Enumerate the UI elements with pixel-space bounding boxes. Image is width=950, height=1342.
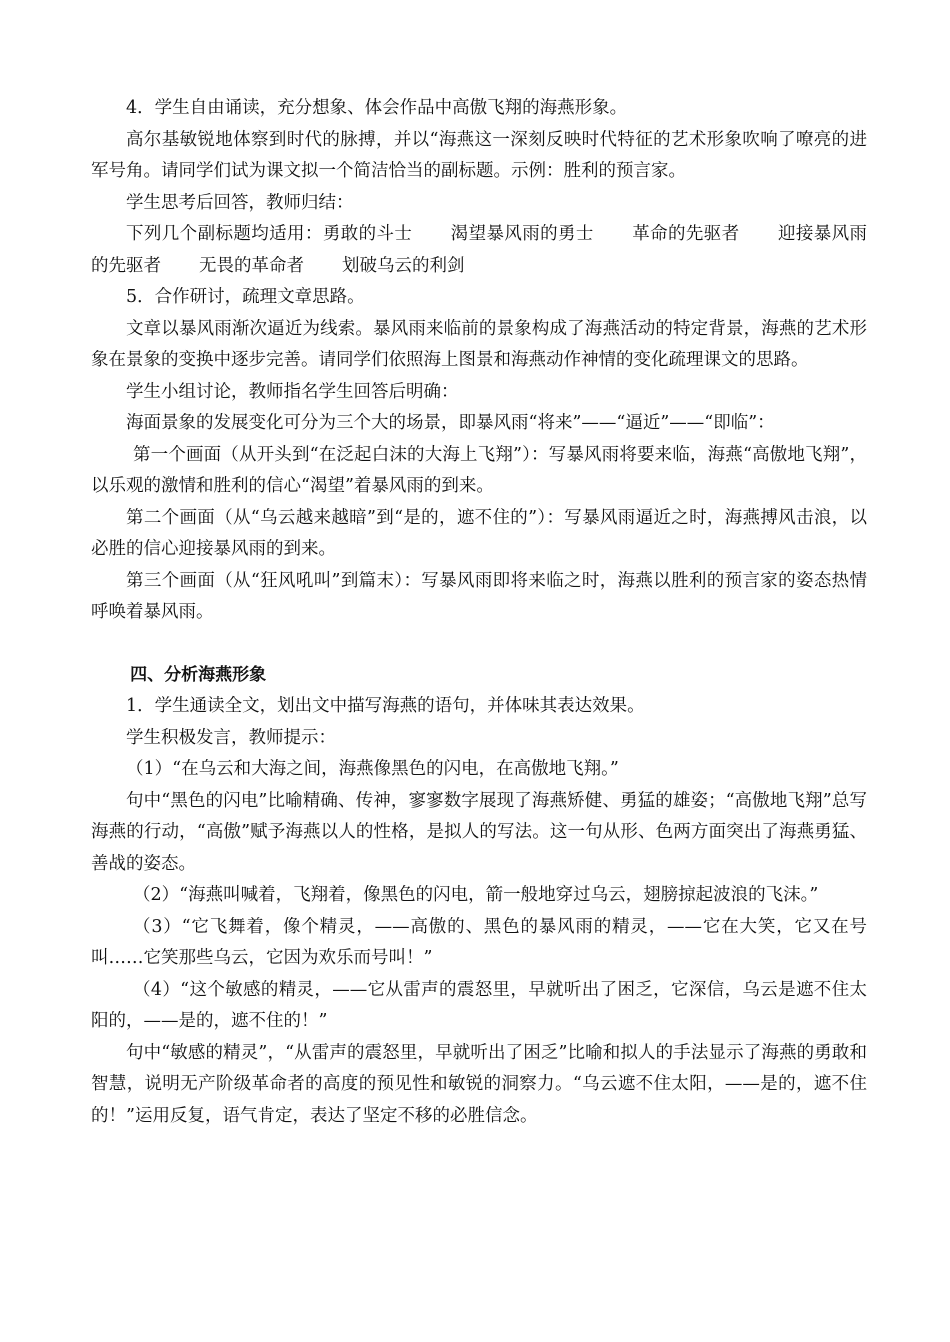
paragraph-gorky-intro: 高尔基敏锐地体察到时代的脉搏，并以“海燕这一深刻反映时代特征的艺术形象吹响了嘹亮的进军号角。请同学们试为课文拟一个简洁恰当的副标题。示例：胜利的预言家。	[91, 129, 867, 181]
paragraph-scene-2: 第二个画面（从“乌云越来越暗”到“是的，遮不住的”）：写暴风雨逼近之时，海燕搏风击浪，以必胜的信心迎接暴风雨的到来。	[91, 507, 867, 559]
paragraph-clue: 文章以暴风雨渐次逼近为线索。暴风雨来临前的景象构成了海燕活动的特定背景，海燕的艺术形象在景象的变换中逐步完善。请同学们依照海上图景和海燕动作神情的变化疏理课文的思路。	[91, 318, 867, 370]
section-heading: 四、分析海燕形象	[130, 664, 267, 685]
document-page	[91, 93, 867, 1132]
paragraph-student-answer: 学生思考后回答，教师归结：	[126, 192, 354, 213]
paragraph-three-scenes: 海面景象的发展变化可分为三个大的场景，即暴风雨“将来”——“逼近”——“即临”：	[126, 413, 775, 433]
paragraph-read-through: 1．学生通读全文，划出文中描写海燕的语句，并体味其表达效果。	[126, 696, 645, 716]
quote-1-analysis: 句中“黑色的闪电”比喻精确、传神，寥寥数字展现了海燕矫健、勇猛的雄姿；“高傲地飞翔”总写海燕的行动，“高傲”赋予海燕以人的性格，是拟人的写法。这一句从形、色两方面突出了海燕勇猛、善战的姿态。	[91, 790, 867, 874]
paragraph-scene-1: 第一个画面（从开头到“在泛起白沫的大海上飞翔”）：写暴风雨将要来临，海燕“高傲地飞翔”，以乐观的激情和胜利的信心“渴望”着暴风雨的到来。	[91, 444, 867, 496]
subtitle-2: 渴望暴风雨的勇士	[450, 224, 594, 244]
paragraph-step5: 5．合作研讨，疏理文章思路。	[126, 287, 365, 307]
quote-1: （1）“在乌云和大海之间，海燕像黑色的闪电，在高傲地飞翔。”	[126, 759, 619, 779]
quote-4: （4）“这个敏感的精灵，——它从雷声的震怒里，早就听出了困乏，它深信，乌云是遮不住太阳的，——是的，遮不住的！”	[91, 979, 867, 1031]
subtitle-1: 勇敢的斗士	[322, 224, 413, 244]
subtitle-3: 革命的先驱者	[631, 224, 740, 244]
paragraph-teacher-hint: 学生积极发言，教师提示：	[126, 727, 336, 748]
paragraph-subtitles	[91, 219, 867, 282]
quote-4-analysis: 句中“敏感的精灵”，“从雷声的震怒里，早就听出了困乏”比喻和拟人的手法显示了海燕的勇敢和智慧，说明无产阶级革命者的高度的预见性和敏锐的洞察力。“乌云遮不住太阳，——是的，遮不住的！”运用反复，语气肯定，表达了坚定不移的必胜信念。	[91, 1042, 867, 1126]
quote-2: （2）“海燕叫喊着，飞翔着，像黑色的闪电，箭一般地穿过乌云，翅膀掠起波浪的飞沫。”	[133, 885, 819, 905]
subtitles-intro: 下列几个副标题均适用：	[126, 224, 323, 244]
paragraph-step4: 4．学生自由诵读，充分想象、体会作品中高傲飞翔的海燕形象。	[126, 98, 628, 118]
subtitle-4: 迎接暴风雨的先驱者	[91, 224, 868, 276]
quote-3: （3）“它飞舞着，像个精灵，——高傲的、黑色的暴风雨的精灵，——它在大笑，它又在号叫……它笑那些乌云，它因为欢乐而号叫！”	[91, 916, 867, 968]
paragraph-group-discussion: 学生小组讨论，教师指名学生回答后明确：	[126, 381, 459, 402]
subtitle-5: 无畏的革命者	[199, 255, 304, 276]
paragraph-scene-3: 第三个画面（从“狂风吼叫”到篇末）：写暴风雨即将来临之时，海燕以胜利的预言家的姿态热情呼唤着暴风雨。	[91, 570, 867, 622]
subtitle-6: 划破乌云的利剑	[342, 255, 465, 276]
section-gap	[91, 629, 867, 660]
